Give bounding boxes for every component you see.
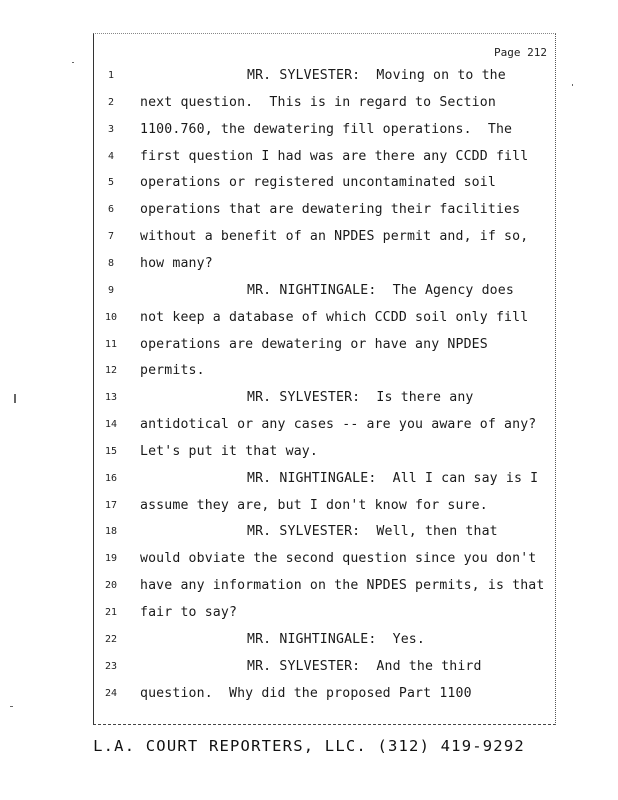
line-text: operations that are dewatering their facilities xyxy=(140,202,521,218)
line-text: 1100.760, the dewatering fill operations. The xyxy=(140,121,513,137)
line-number: 21 xyxy=(104,607,118,618)
line-text: how many? xyxy=(140,255,213,271)
line-text: permits. xyxy=(140,363,205,379)
line-number: 18 xyxy=(104,526,118,538)
line-text: first question I had was are there any CCDD fill xyxy=(140,148,529,164)
transcript-line xyxy=(94,310,557,336)
transcript-line xyxy=(94,498,557,524)
line-text: MR. SYLVESTER: And the third xyxy=(247,658,482,674)
line-number: 19 xyxy=(104,553,118,565)
line-number: 24 xyxy=(104,687,118,699)
line-number: 5 xyxy=(107,177,115,189)
line-number: 13 xyxy=(104,392,118,404)
line-text: MR. SYLVESTER: Moving on to the xyxy=(247,68,506,83)
transcript-line xyxy=(94,686,557,712)
line-text: would obviate the second question since you don't xyxy=(140,551,537,567)
line-number: 23 xyxy=(104,660,118,672)
line-text: MR. NIGHTINGALE: All I can say is I xyxy=(247,470,539,486)
scan-speck xyxy=(572,84,573,86)
transcript-line xyxy=(94,229,557,255)
transcript-line xyxy=(94,444,557,470)
transcript-line xyxy=(94,390,557,416)
scan-speck xyxy=(72,62,74,63)
transcript-line xyxy=(94,551,557,577)
transcript-line xyxy=(94,337,557,363)
transcript-line xyxy=(94,202,557,228)
line-number: 15 xyxy=(104,445,118,457)
line-number: 4 xyxy=(107,150,115,162)
line-number: 14 xyxy=(104,419,118,431)
line-number: 1 xyxy=(107,70,115,81)
line-text: assume they are, but I don't know for sure. xyxy=(140,497,488,513)
line-text: MR. SYLVESTER: Well, then that xyxy=(247,524,498,540)
transcript-line xyxy=(94,95,557,121)
transcript-line xyxy=(94,256,557,282)
scan-speck xyxy=(14,394,16,403)
transcript-line xyxy=(94,659,557,685)
line-text: without a benefit of an NPDES permit and, if so, xyxy=(140,229,529,245)
transcript-line xyxy=(94,149,557,175)
line-number: 11 xyxy=(104,338,118,350)
line-text: MR. NIGHTINGALE: The Agency does xyxy=(247,282,514,298)
transcript-line xyxy=(94,363,557,389)
transcript-line xyxy=(94,68,557,94)
line-number: 7 xyxy=(107,231,115,243)
transcript-line xyxy=(94,605,557,631)
line-text: MR. SYLVESTER: Is there any xyxy=(247,390,474,406)
page-number: Page 212 xyxy=(494,46,547,59)
line-number: 2 xyxy=(107,96,115,108)
line-number: 3 xyxy=(107,123,115,135)
line-number: 9 xyxy=(107,284,115,296)
transcript-line xyxy=(94,283,557,309)
transcript-page xyxy=(93,33,556,725)
line-text: question. Why did the proposed Part 1100 xyxy=(140,685,472,701)
line-number: 16 xyxy=(104,472,118,484)
line-number: 10 xyxy=(104,311,118,323)
transcript-line xyxy=(94,524,557,550)
line-text: fair to say? xyxy=(140,605,238,620)
line-text: operations are dewatering or have any NPDES xyxy=(140,336,488,352)
reporter-footer: L.A. COURT REPORTERS, LLC. (312) 419-9292 xyxy=(93,737,525,755)
transcript-line xyxy=(94,632,557,658)
line-text: operations or registered uncontaminated soil xyxy=(140,175,496,191)
line-text: not keep a database of which CCDD soil only fill xyxy=(140,309,529,325)
scan-speck xyxy=(10,706,13,707)
line-number: 12 xyxy=(104,365,118,377)
transcript-line xyxy=(94,122,557,148)
line-text: Let's put it that way. xyxy=(140,443,318,459)
line-text: antidotical or any cases -- are you aware of any? xyxy=(140,417,537,433)
line-number: 17 xyxy=(104,499,118,511)
line-text: next question. This is in regard to Section xyxy=(140,94,496,110)
transcript-line xyxy=(94,471,557,497)
line-number: 20 xyxy=(104,580,118,592)
line-number: 6 xyxy=(107,204,115,216)
transcript-line xyxy=(94,578,557,604)
line-number: 22 xyxy=(104,633,118,645)
line-text: MR. NIGHTINGALE: Yes. xyxy=(247,631,425,647)
transcript-line xyxy=(94,417,557,443)
line-text: have any information on the NPDES permits, is that xyxy=(140,578,545,594)
line-number: 8 xyxy=(107,257,115,269)
transcript-line xyxy=(94,175,557,201)
